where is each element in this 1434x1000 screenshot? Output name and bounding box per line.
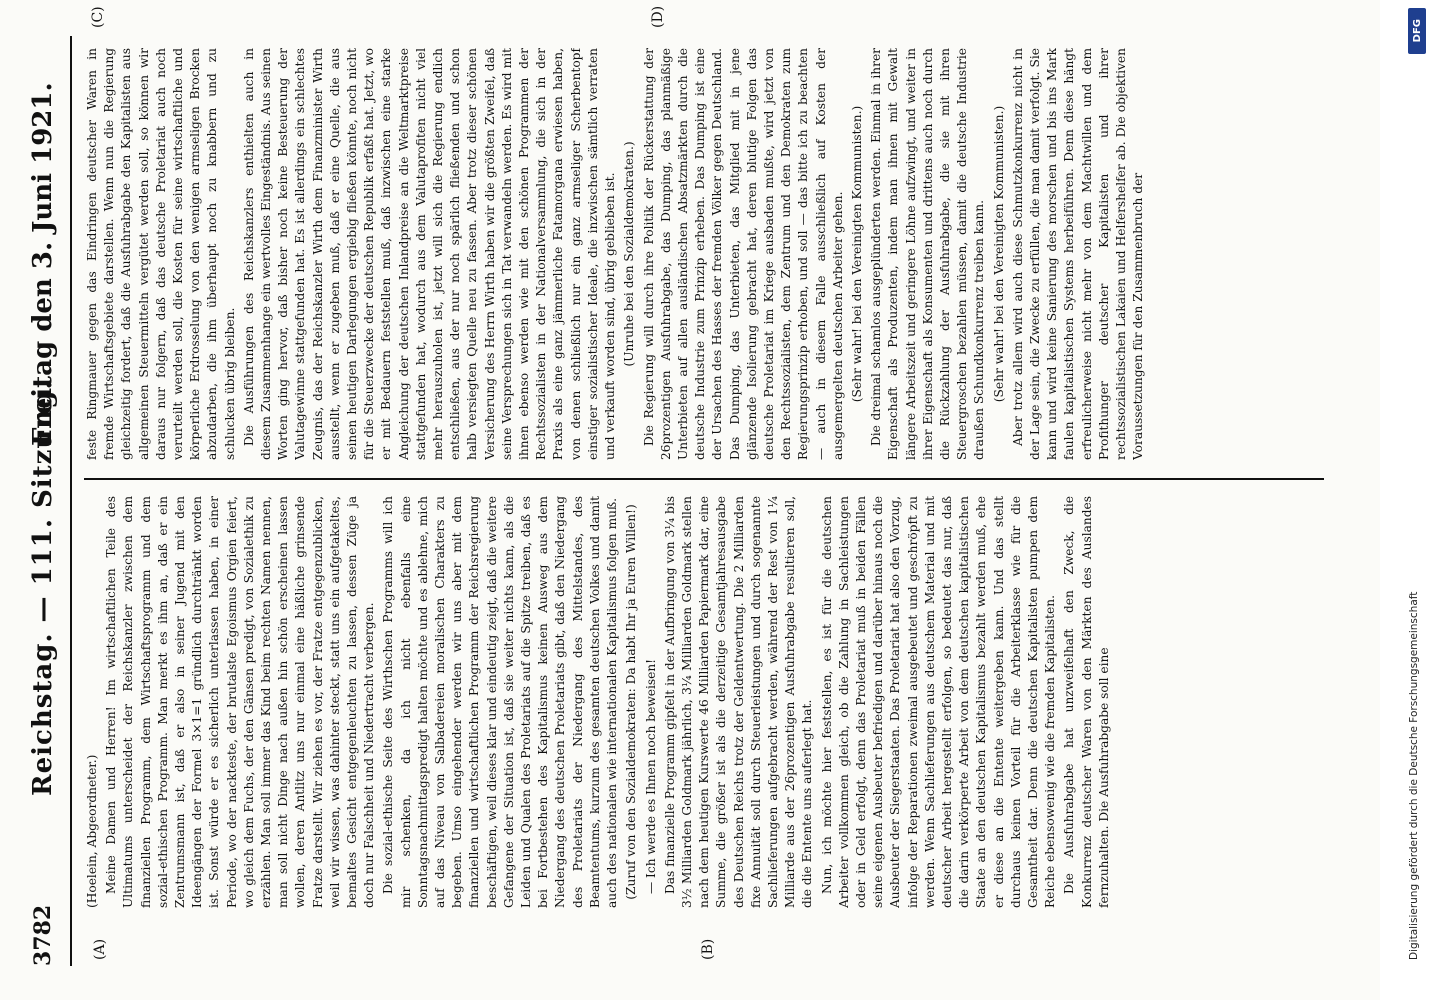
paragraph: — Ich werde es Ihnen noch beweisen!	[643, 658, 658, 894]
paragraph: (Sehr wahr! bei den Vereinigten Kommunisten.)	[849, 105, 864, 403]
paragraph: Die dreimal schamlos ausgeplünderten werden. Einmal in ihrer Eigenschaft als Produzenten, indem man ihnen mit Gewalt längere Arbeitszeit und geringere Löhne aufzwingt, und weiter in ihrer Eigenschaft als Konsumenten und drittens auch noch durch die Rückzahlung der Ausfuhrabgabe, die sie mit ihren Steuergroschen bezahlen müssen, damit die deutsche Industrie draußen Schundkonkurrenz treiben kann.	[869, 48, 987, 460]
session-title: Reichstag. — 111. Sitzung.	[28, 379, 58, 796]
paragraph: feste Ringmauer gegen das Eindringen deutscher Waren in fremde Wirtschaftsgebiete darstellen. Wenn nun die Regierung gleichzeitig fordert, daß die Ausfuhrabgabe den Kapitalisten aus allgemeinen Steuermitteln vergütet werden soll, so können wir daraus nur folgern, daß das deutsche Proletariat auch noch verurteilt werden soll, die Kosten für seine wirtschaftliche und körperliche Erdrosselung von den wenigen armseligen Brocken abzudarben, die ihm überhaupt noch zu knabbern und zu schlucken übrig bleiben.	[85, 48, 237, 460]
page-header	[18, 36, 72, 966]
paragraph: (Unruhe bei den Sozialdemokraten.)	[622, 141, 637, 367]
paragraph: Die Ausfuhrabgabe hat unzweifelhaft den Zweck, die Konkurrenz deutscher Waren von den Märkten des Auslandes fernzuhalten. Die Ausfuhrabgabe soll eine	[1062, 496, 1111, 908]
margin-marker-b: (B)	[700, 938, 716, 960]
dfg-logo	[1408, 8, 1426, 54]
margin-marker-d: (D)	[650, 5, 666, 28]
paragraph: Aber trotz allem wird auch diese Schmutzkonkurrenz nicht in der Lage sein, die Zwecke zu erfüllen, die man damit verfolgt. Sie kann und wird keine Sanierung des morschen und bis ins Mark faulen kapitalistischen Systems herbeiführen. Denn diese hängt erfreulicherweise nicht mehr von dem Machtwillen und dem Profithunger deutscher Kapitalisten und ihrer rechtssozialistischen Lakaien und Helfershelfer ab. Die objektiven Voraussetzungen für den Zusammenbruch der	[1010, 48, 1146, 460]
paragraph: Meine Damen und Herren! Im wirtschaftlichen Teile des Ultimatums unterscheidet der Reichskanzler zwischen dem finanziellen Programm, dem Wirtschaftsprogramm und dem sozial-ethischen Programm. Man merkt es ihm an, daß er ein Zentrumsmann ist, daß er also in seiner Jugend mit den Ideengängen der Formel 3×1=1 gründlich durchtränkt worden ist. Sonst würde er es sicherlich unterlassen haben, in einer Periode, wo der nackteste, der brutalste Egoismus Orgien feiert, wo gleich dem Fuchs, der den Gänsen predigt, von Sozialethik zu erzählen. Man soll immer das Kind beim rechten Namen nennen, man soll nicht Dinge nach außen hin schön erscheinen lassen wollen, deren Antlitz uns nur einmal eine häßliche grinsende Fratze darstellt. Wir ziehen es vor, der Fratze entgegenzublicken, weil wir wissen, was dahinter steckt, statt uns ein aufgetakeltes, bemaltes Gesicht entgegenleuchten zu lassen, dessen Züge ja doch nur Falschheit und Niedertracht verbergen.	[104, 496, 377, 908]
paragraph: (Hoelein, Abgeordneter.)	[85, 754, 99, 908]
dfg-logo-text: DFG	[1411, 19, 1423, 43]
paragraph: Nun, ich möchte hier feststellen, es ist für die deutschen Arbeiter vollkommen gleich, ob die Zahlung in Sachleistungen oder in Geld erfolgt, denn das Proletariat muß in beiden Fällen seine eigenen Ausbeuter befriedigen und darüber hinaus noch die Ausbeuter der Siegerstaaten. Das Proletariat hat also den Vorzug, infolge der Reparationen zweimal ausgebeutet und geschröpft zu werden. Wenn Sachlieferungen aus deutschem Material und mit deutscher Arbeit hergestellt erfolgen, so bedeutet das nur, daß die darin verkörperte Arbeit von dem deutschen kapitalistischen Staate an den deutschen Kapitalismus bezahlt werden muß, ehe er diese an die Entente weitergeben kann. Und das stellt durchaus keinen Vorteil für die Arbeiterklasse wie für die Gesamtheit dar. Denn die deutschen Kapitalisten pumpen dem Reiche ebensowenig wie die fremden Kapitalisten.	[819, 496, 1058, 908]
paragraph: (Zuruf von den Sozialdemokraten: Da habt Ihr ja Euren Willen!)	[624, 504, 639, 900]
page-number: 3782	[30, 904, 56, 966]
digitization-note: Digitalisierung gefördert durch die Deutsche Forschungsgemeinschaft	[1408, 591, 1420, 960]
left-text-column	[84, 496, 1324, 908]
margin-marker-a: (A)	[92, 938, 108, 960]
digitization-sidebar	[1400, 0, 1434, 1000]
right-text-column	[84, 48, 1324, 460]
paragraph: Die Ausführungen des Reichskanzlers enthielten auch in diesem Zusammenhange ein wertvolles Eingeständnis. Aus seinen Worten ging hervor, daß bisher noch keine Besteuerung der Valutagewinne stattgefunden hat. Es ist allerdings ein schlechtes Zeugnis, das der Reichskanzler Wirth dem Finanzminister Wirth ausstellt, wenn er zugeben muß, daß er eine Quelle, die aus seinen heutigen Darlegungen ergiebig fließen könnte, noch nicht für die Steuerzwecke der deutschen Republik erfaßt hat. Jetzt, wo er mit Bedauern feststellen muß, daß inzwischen eine starke Angleichung der deutschen Inlandpreise an die Weltmarktpreise stattgefunden hat, wodurch aus dem Valutaprofiten nicht viel mehr herauszuholen ist, jetzt will sich die Regierung endlich entschließen, aus der nur noch spärlich fließenden und schon halb versiegten Quelle neu zu fassen. Aber trotz dieser schönen Versicherung des Herrn Wirth haben wir die größten Zweifel, daß seine Versprechungen sich in Tat verwandeln werden. Es wird mit ihnen ebenso werden wie mit den schönen Programmen der Rechtssozialisten in der Nationalversammlung, die sich in der Praxis als eine ganz jämmerliche Fatamorgana erwiesen haben, von denen schließlich nur ein ganz armseliger Scherbentopf einstiger sozialistischer Ideale, die inzwischen sämtlich verraten und verkauft worden sind, übrig geblieben ist.	[241, 48, 618, 460]
session-date: Freitag den 3. Juni 1921.	[28, 82, 58, 446]
paragraph: (Sehr wahr! bei den Vereinigten Kommunisten.)	[991, 105, 1006, 403]
paragraph: Das finanzielle Programm gipfelt in der Aufbringung von 3¼ bis 3½ Milliarden Goldmark jährlich, 3¼ Milliarden Goldmark stellen nach dem heutigen Kurswerte 46 Milliarden Papiermark dar, eine Summe, die größer ist als die derzeitige Gesamtjahresausgabe des Deutschen Reichs trotz der Geldentwertung. Die 2 Milliarden fixe Annuität soll durch Steuerleistungen und durch sogenannte Sachlieferungen aufgebracht werden, während der Rest von 1¼ Milliarde aus der 26prozentigen Ausfuhrabgabe resultieren soll, die die Entente uns auferlegt hat.	[662, 496, 815, 908]
paragraph: Die Regierung will durch ihre Politik der Rückerstattung der 26prozentigen Ausfuhrabgabe, das Dumping, das planmäßige Unterbieten auf allen ausländischen Absatzmärkten durch die deutsche Industrie zum Prinzip erheben. Das Dumping ist eine der Ursachen des Hasses der fremden Völker gegen Deutschland. Das Dumping, das Unterbieten, das Mitglied mit in jene glänzende Isolierung gebracht hat, deren blutige Folgen das deutsche Proletariat im Kriege ausbaden mußte, wird jetzt von den Rechtssozialisten, dem Zentrum und den Demokraten zum Regierungsprinzip erhoben, und soll — das bitte ich zu beachten — auch in diesem Falle ausschließlich auf Kosten der ausgemergelten deutschen Arbeiter gehen.	[641, 48, 845, 460]
column-divider	[84, 478, 1324, 480]
margin-marker-c: (C)	[90, 6, 106, 28]
paragraph: Die sozial-ethische Seite des Wirthschen Programms will ich mir schenken, da ich nicht ebenfalls eine Sonntagsnachmittagspredigt halten möchte und es ablehne, mich auf das Niveau von Salbadereien moralischen Charakters zu begeben. Umso eingehender werden wir uns aber mit dem finanziellen und wirtschaftlichen Programm der Reichsregierung beschäftigen, weil dieses klar und eindeutig zeigt, daß die weitere Gefangene der Situation ist, daß sie weiter nichts kann, als die Leiden und Qualen des Proletariats auf die Spitze treiben, daß es bei Fortbestehen des Kapitalismus keinen Ausweg aus dem Niedergang des deutschen Proletariats gibt, daß den Niedergang des Proletariats der Niedergang des Mittelstandes, des Beamtentums, kurzum des gesamten deutschen Volkes und damit auch des nationalen wie internationalen Kapitalismus folgen muß.	[381, 496, 620, 908]
